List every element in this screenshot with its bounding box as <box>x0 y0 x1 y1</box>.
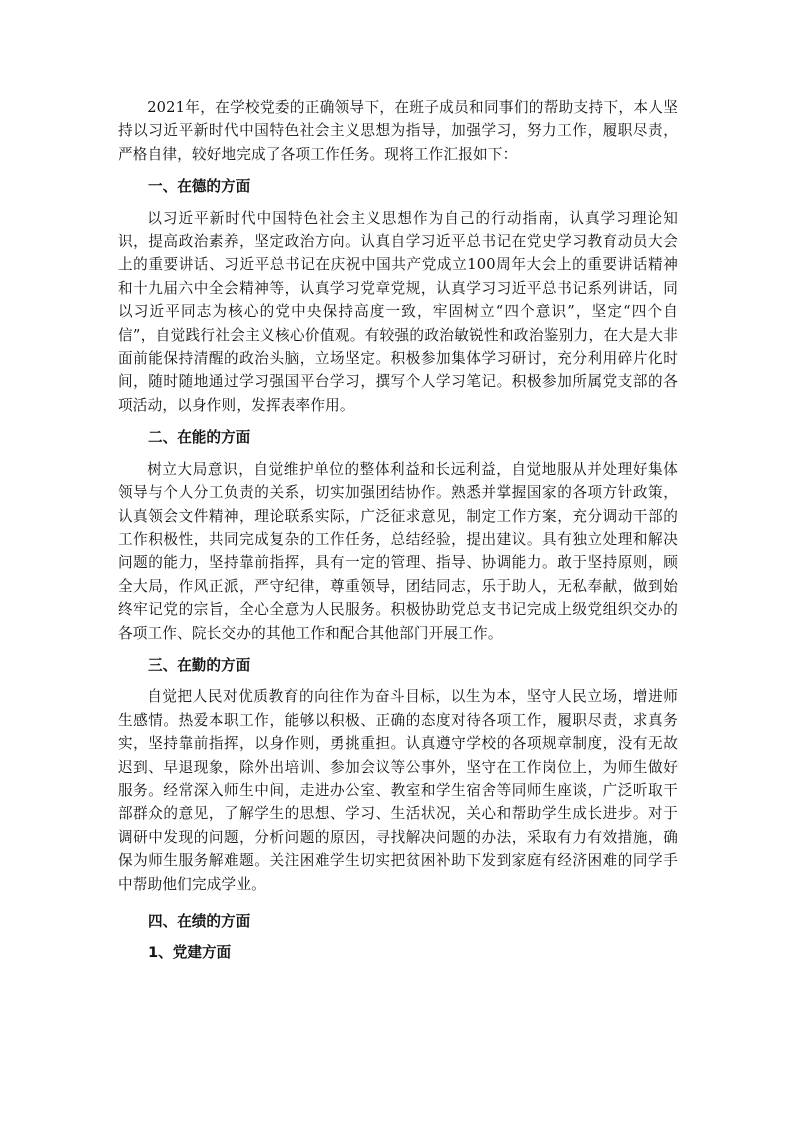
document-page <box>118 96 678 973</box>
section-heading-achievement: 四、在绩的方面 <box>148 913 251 930</box>
section-heading-ability: 二、在能的方面 <box>148 429 251 447</box>
section-heading-diligence: 三、在勤的方面 <box>148 656 251 674</box>
section-body-ability: 树立大局意识，自觉维护单位的整体利益和长远利益，自觉地服从并处理好集体领导与个人分工负责的关系，切实加强团结协作。熟悉并掌握国家的各项方针政策，认真领会文件精神，理论联系实际，广泛征求意见，制定工作方案，充分调动干部的工作积极性，共同完成复杂的工作任务，总结经验，提出建议。具有独立处理和解决问题的能力，坚持靠前指挥，具有一定的管理、指导、协调能力。敢于坚持原则，顾全大局，作风正派，严守纪律，尊重领导，团结同志，乐于助人，无私奉献，做到始终牢记党的宗旨，全心全意为人民服务。积极协助党总支书记完成上级党组织交办的各项工作、院长交办的其他工作和配合其他部门开展工作。 <box>118 460 678 642</box>
section-heading-morality: 一、在德的方面 <box>148 178 251 196</box>
section-body-morality: 以习近平新时代中国特色社会主义思想作为自己的行动指南，认真学习理论知识，提高政治素养，坚定政治方向。认真自学习近平总书记在党史学习教育动员大会上的重要讲话、习近平总书记在庆祝中国共产党成立100周年大会上的重要讲话精神和十九届六中全会精神等，认真学习党章党规，认真学习习近平总书记系列讲话，同以习近平同志为核心的党中央保持高度一致，牢固树立“四个意识”，坚定“四个自信”，自觉践行社会主义核心价值观。有较强的政治敏锐性和政治鉴别力，在大是大非面前能保持清醒的政治头脑，立场坚定。积极参加集体学习研讨，充分利用碎片化时间，随时随地通过学习强国平台学习，撰写个人学习笔记。积极参加所属党支部的各项活动，以身作则，发挥表率作用。 <box>118 209 678 414</box>
intro-paragraph: 2021年，在学校党委的正确领导下，在班子成员和同事们的帮助支持下，本人坚持以习近平新时代中国特色社会主义思想为指导，加强学习，努力工作，履职尽责，严格自律，较好地完成了各项工作任务。现将工作汇报如下： <box>118 99 678 163</box>
section-body-diligence: 自觉把人民对优质教育的向往作为奋斗目标，以生为本，坚守人民立场，增进师生感情。热爱本职工作，能够以积极、正确的态度对待各项工作，履职尽责，求真务实，坚持靠前指挥，以身作则，勇挑重担。认真遵守学校的各项规章制度，没有无故迟到、早退现象，除外出培训、参加会议等公事外，坚守在工作岗位上，为师生做好服务。经常深入师生中间，走进办公室、教室和学生宿舍等同师生座谈，广泛听取干部群众的意见，了解学生的思想、学习、生活状况，关心和帮助学生成长进步。对于调研中发现的问题，分析问题的原因，寻找解决问题的办法，采取有力有效措施，确保为师生服务解难题。关注困难学生切实把贫困补助下发到家庭有经济困难的同学手中帮助他们完成学业。 <box>118 688 678 893</box>
subheading-party-building: 1、党建方面 <box>148 944 232 962</box>
